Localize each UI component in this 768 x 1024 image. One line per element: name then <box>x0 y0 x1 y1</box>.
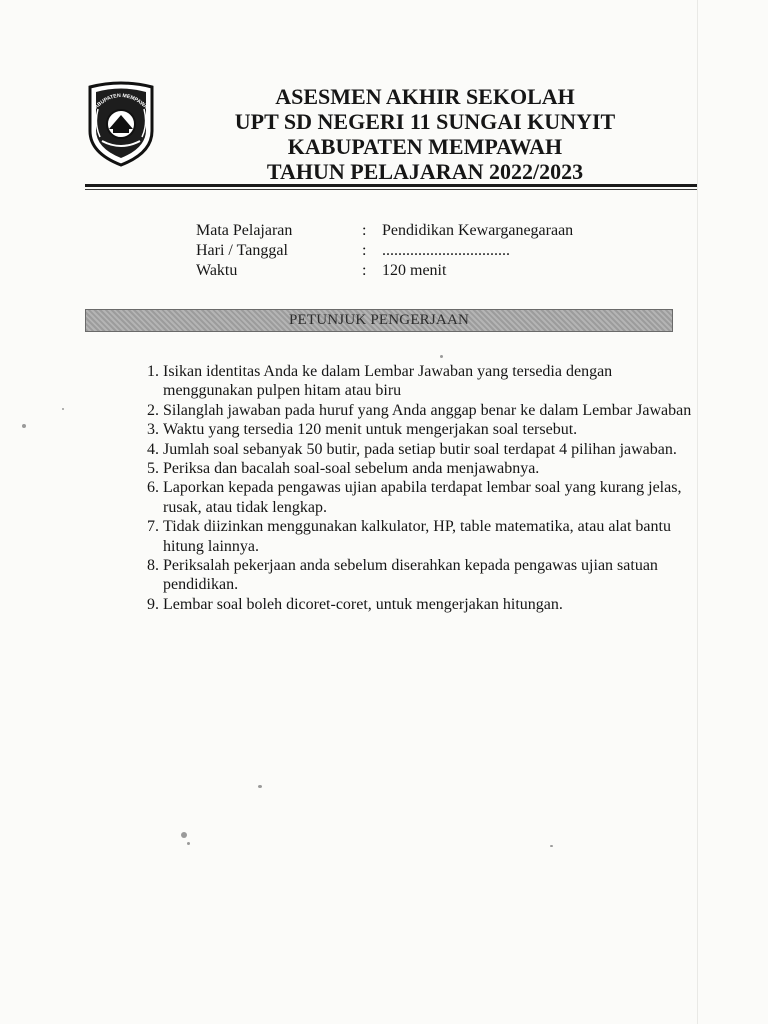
scan-speck <box>550 845 553 847</box>
info-colon: : <box>362 262 367 279</box>
list-item <box>132 517 712 556</box>
header-regency: KABUPATEN MEMPAWAH <box>287 134 563 159</box>
scan-speck <box>62 408 64 410</box>
list-item <box>132 459 712 478</box>
info-label: Waktu <box>196 262 238 279</box>
info-colon: : <box>362 242 367 259</box>
item-text: Lembar soal boleh dicoret-coret, untuk mengerjakan hitungan. <box>163 595 563 613</box>
list-item <box>132 478 712 517</box>
header-title: ASESMEN AKHIR SEKOLAH <box>275 84 575 109</box>
list-item <box>132 595 712 614</box>
info-row-date <box>196 241 573 261</box>
item-number: 2. <box>147 401 159 419</box>
item-text: Tidak diizinkan menggunakan kalkulator, HP, table matematika, atau alat bantu hitung lainnya. <box>163 518 671 555</box>
item-text: Periksalah pekerjaan anda sebelum diserahkan kepada pengawas ujian satuan pendidikan. <box>163 557 658 594</box>
scan-speck <box>22 424 26 428</box>
item-text: Silanglah jawaban pada huruf yang Anda anggap benar ke dalam Lembar Jawaban <box>163 401 692 419</box>
item-text: Isikan identitas Anda ke dalam Lembar Jawaban yang tersedia dengan menggunakan pulpen hitam atau biru <box>163 363 613 400</box>
item-number: 6. <box>147 479 159 497</box>
scan-speck <box>181 832 187 838</box>
item-number: 9. <box>147 595 159 613</box>
item-text: Jumlah soal sebanyak 50 butir, pada setiap butir soal terdapat 4 pilihan jawaban. <box>163 440 677 458</box>
info-value: Pendidikan Kewarganegaraan <box>382 222 574 239</box>
item-number: 7. <box>147 518 159 536</box>
item-text: Periksa dan bacalah soal-soal sebelum anda menjawabnya. <box>163 460 540 478</box>
item-text: Laporkan kepada pengawas ujian apabila terdapat lembar soal yang kurang jelas, rusak, atau tidak lengkap. <box>163 479 682 516</box>
header-divider-thin <box>85 189 697 190</box>
scan-speck <box>440 355 443 358</box>
item-text: Waktu yang tersedia 120 menit untuk mengerjakan soal tersebut. <box>163 421 578 439</box>
info-row-subject <box>196 221 573 241</box>
info-label: Mata Pelajaran <box>196 222 293 239</box>
scan-speck <box>187 842 190 845</box>
list-item <box>132 440 712 459</box>
info-value: 120 menit <box>382 262 447 279</box>
instructions-list <box>132 362 712 614</box>
item-number: 4. <box>147 440 159 458</box>
kabupaten-mempawah-emblem-icon <box>86 79 156 167</box>
list-item <box>132 420 712 439</box>
header-year: TAHUN PELAJARAN 2022/2023 <box>266 159 584 184</box>
scan-speck <box>258 785 262 788</box>
exam-header <box>160 84 690 184</box>
item-number: 5. <box>147 460 159 478</box>
instructions-banner <box>85 309 673 332</box>
info-value: ................................ <box>382 242 510 259</box>
banner-title: PETUNJUK PENGERJAAN <box>288 312 470 328</box>
exam-info <box>196 221 573 281</box>
info-colon: : <box>362 222 367 239</box>
header-school: UPT SD NEGERI 11 SUNGAI KUNYIT <box>234 109 616 134</box>
item-number: 3. <box>147 421 159 439</box>
list-item <box>132 556 712 595</box>
item-number: 1. <box>147 363 159 380</box>
item-number: 8. <box>147 557 159 575</box>
header-divider <box>85 184 697 187</box>
info-row-time <box>196 261 573 281</box>
emblem-text: ABUPATEN MEMPAWA <box>93 92 149 111</box>
list-item <box>132 401 712 420</box>
info-label: Hari / Tanggal <box>196 242 288 259</box>
list-item <box>132 362 712 401</box>
